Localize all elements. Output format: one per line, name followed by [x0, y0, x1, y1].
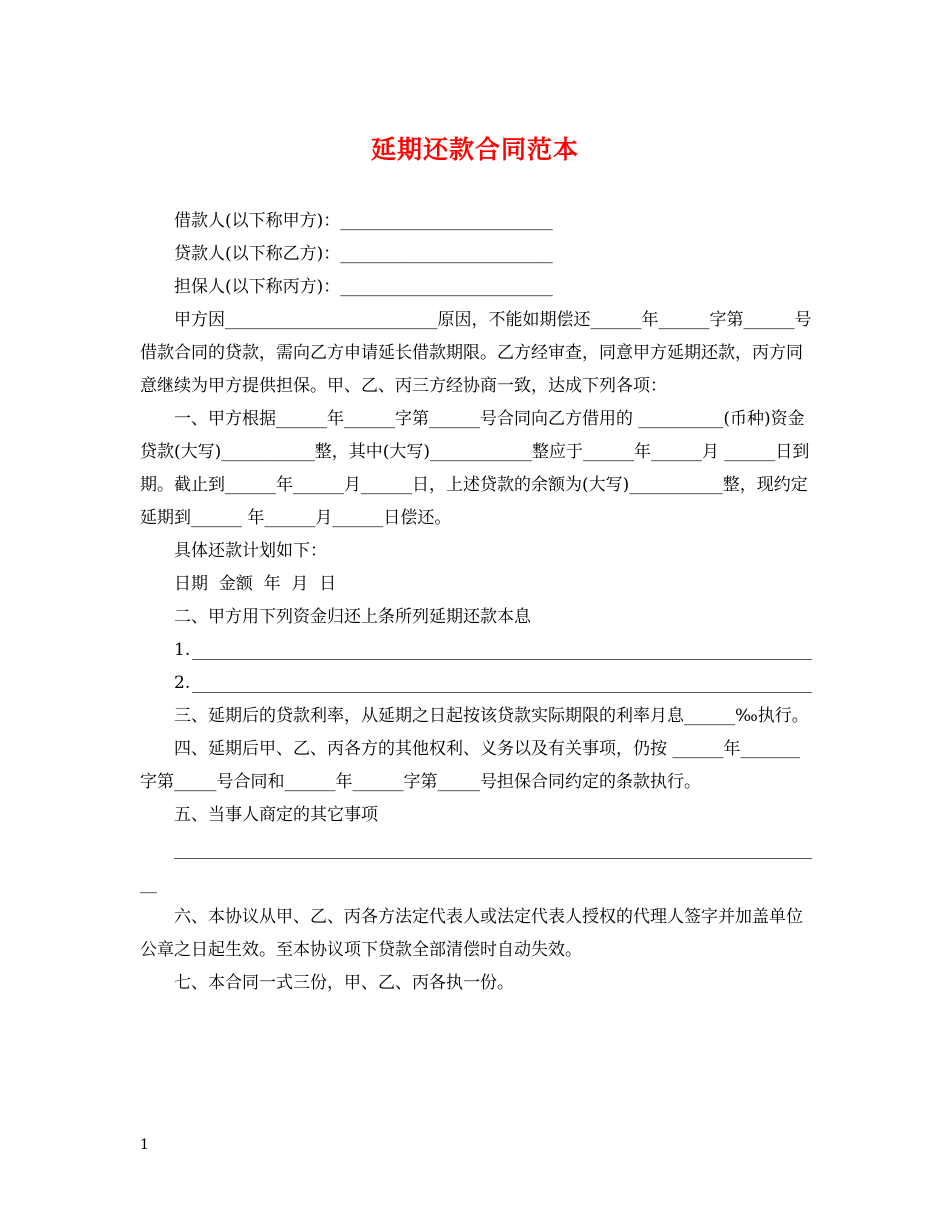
borrower-line: 借款人(以下称甲方)：_________________________: [174, 211, 553, 231]
fund-item-2: [174, 667, 812, 700]
contract-body: [140, 205, 812, 1000]
intro-paragraph: 甲方因_________________________原因，不能如期偿还______年______字第______号借款合同的贷款，需向乙方申请延长借款期限。乙方经审查，同意甲方延期还款，丙方同意继续为甲方提供担保。甲、乙、丙三方经协商一致，达成下列各项：: [140, 310, 812, 396]
clause-5: 五、当事人商定的其它事项: [174, 805, 378, 825]
document-title: 延期还款合同范本: [370, 135, 579, 164]
clause-1: 一、甲方根据______年______字第______号合同向乙方借用的 __________(币种)资金贷款(大写)___________整，其中(大写)____________整应于______年______月 ______日到期。截止到______年______月______日，上述贷款的余额为(大写)___________整，现约定延期到______ 年______月______日偿还。: [140, 409, 810, 528]
clause-2: 二、甲方用下列资金归还上条所列延期还款本息: [174, 607, 531, 627]
guarantor-line: 担保人(以下称丙方)：_________________________: [174, 277, 553, 297]
clause-5-tail: __: [140, 874, 157, 894]
clause-4: 四、延期后甲、乙、丙各方的其他权利、义务以及有关事项，仍按 ______年_______字第_____号合同和______年______字第_____号担保合同约定的条款执行。: [140, 739, 800, 792]
clause-6: 六、本协议从甲、乙、丙各方法定代表人或法定代表人授权的代理人签字并加盖单位公章之日起生效。至本协议项下贷款全部清偿时自动失效。: [140, 907, 803, 960]
fund-item-1: [174, 634, 812, 667]
repayment-plan-intro: 具体还款计划如下：: [174, 541, 327, 561]
fill-in-line: [192, 659, 812, 660]
clause-5-fill-line: [174, 832, 812, 868]
fill-in-line: [174, 858, 812, 859]
clause-7: 七、本合同一式三份，甲、乙、丙各执一份。: [174, 973, 514, 993]
fill-in-line: [192, 692, 812, 693]
repayment-plan-header: 日期 金额 年 月 日: [174, 574, 337, 594]
page-number: 1: [140, 1137, 149, 1153]
lender-line: 贷款人(以下称乙方)：_________________________: [174, 244, 553, 264]
fund-item-label: 1.: [174, 634, 192, 667]
fund-item-label: 2.: [174, 667, 192, 700]
clause-3: 三、延期后的贷款利率，从延期之日起按该贷款实际期限的利率月息______‰执行。: [174, 706, 809, 726]
